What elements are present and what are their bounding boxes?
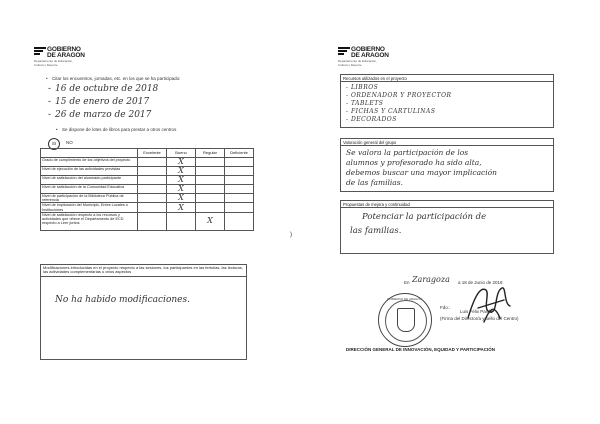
- valuation-line: alumnos y profesorado ha sido alta,: [346, 158, 482, 167]
- date-line-3: - 26 de marzo de 2017: [48, 110, 152, 120]
- row-label: Nivel de satisfacción del alumnado participante: [41, 176, 138, 185]
- date-line-2: - 15 de enero de 2017: [48, 97, 150, 107]
- row-label: Nivel de participación de la Biblioteca Pública de referencia: [41, 194, 138, 203]
- resource-item: - ORDENADOR Y PROYECTOR: [346, 92, 452, 99]
- signer-name: Luis Félix Pardo: [460, 309, 493, 314]
- resource-item: - DECORADOS: [346, 116, 397, 123]
- footer-direccion: DIRECCIÓN GENERAL DE INNOVACIÓN, EQUIDAD Y PARTICIPACIÓN: [346, 347, 496, 352]
- table-header-deficiente: Deficiente: [225, 149, 254, 158]
- logo-line1: GOBIERNO: [351, 46, 385, 53]
- table-row: [41, 185, 254, 194]
- right-page: [300, 0, 600, 424]
- table-row: [41, 203, 254, 212]
- row-label: Nivel de satisfacción de la Comunidad Educativa: [41, 185, 138, 194]
- evaluation-table: [40, 148, 254, 231]
- seal-shield-icon: [397, 308, 415, 332]
- row-mark: X: [167, 194, 196, 203]
- row-label: Grado de cumplimiento de los objetivos del proyecto: [41, 158, 138, 167]
- valuation-line: Se valora la participación de los: [346, 148, 469, 157]
- place-handwritten: Zaragoza: [412, 275, 450, 284]
- resource-item: - FICHAS Y CARTULINAS: [346, 108, 436, 115]
- question-lotes: • Se dispone de lotes de libros para prestar a otros centros: [62, 127, 176, 132]
- table-header-row: [41, 149, 254, 158]
- logo-mark-icon: [338, 47, 350, 56]
- proposals-line: las familias.: [350, 226, 402, 236]
- row-label: Nivel de implicación del Municipio, Entes Locales o Instituciones: [41, 203, 138, 212]
- signature-icon: [460, 278, 520, 328]
- row-mark: X: [167, 167, 196, 176]
- logo-line1: GOBIERNO: [47, 46, 81, 53]
- table-header-regular: Regular: [196, 149, 225, 158]
- row-mark: X: [167, 185, 196, 194]
- logo-sub2: Cultura y Deporte: [338, 63, 362, 67]
- logo-mark-icon: [34, 47, 46, 56]
- table-row: [41, 176, 254, 185]
- table-row: [41, 212, 254, 230]
- page-marker: ): [290, 232, 292, 238]
- proposals-line: Potenciar la participación de: [362, 212, 487, 222]
- si-circle: SI: [48, 138, 60, 150]
- place-prefix: En: [404, 280, 410, 285]
- row-mark: X: [167, 158, 196, 167]
- date-line: a 18 de Junio de 2018: [458, 280, 503, 285]
- valuation-line: de las familias.: [346, 178, 403, 187]
- logo-line2: DE ARAGON: [351, 52, 389, 59]
- logo-line2: DE ARAGON: [47, 52, 85, 59]
- sign-label: Fdo.:: [440, 305, 451, 310]
- table-row: [41, 158, 254, 167]
- proposals-header: Propuestas de mejora y continuidad: [341, 201, 553, 208]
- row-label: Nivel de satisfacción respecto a los recursos y actividades que ofrece el Departamento de ECD respecto a Leer juntos: [41, 212, 138, 230]
- no-label: NO: [66, 140, 73, 145]
- logo-sub1: Departamento de Educación,: [34, 59, 73, 63]
- sign-caption: (Firma del Director/a y sello del Centro): [440, 316, 519, 321]
- resource-item: - LIBROS: [346, 84, 379, 91]
- valuation-line: debemos buscar una mayor implicación: [346, 168, 498, 177]
- modifications-text: No ha habido modificaciones.: [55, 295, 190, 305]
- seal-top-text: GOBIERNO DE ARAGÓN: [387, 297, 422, 301]
- table-row: [41, 167, 254, 176]
- row-label: Nivel de ejecución de las actividades previstas: [41, 167, 138, 176]
- logo-sub1: Departamento de Educación,: [338, 59, 377, 63]
- date-line-1: - 16 de octubre de 2018: [48, 84, 159, 94]
- table-row: [41, 194, 254, 203]
- question-encuentros: • Citar los encuentros, jornadas, etc. en los que se ha participado:: [52, 76, 180, 81]
- row-mark: X: [167, 176, 196, 185]
- table-header-excelente: Excelente: [138, 149, 167, 158]
- resource-item: - TABLETS: [346, 100, 384, 107]
- table-header-empty: [41, 149, 138, 158]
- table-header-bueno: Bueno: [167, 149, 196, 158]
- logo-sub2: Cultura y Deporte: [34, 63, 58, 67]
- resources-header: Recursos utilizados en el proyecto: [341, 75, 553, 82]
- row-mark: X: [167, 203, 196, 212]
- row-mark: X: [196, 212, 225, 230]
- valuation-header: Valoración general del grupo: [341, 139, 553, 146]
- modifications-header: Modificaciones introducidas en el proyecto respecto a las sesiones, los participantes en las tertulias, las lecturas, las actividades complementarias u otros aspectos: [41, 265, 246, 277]
- school-seal: [378, 293, 432, 347]
- modifications-box: [40, 264, 247, 360]
